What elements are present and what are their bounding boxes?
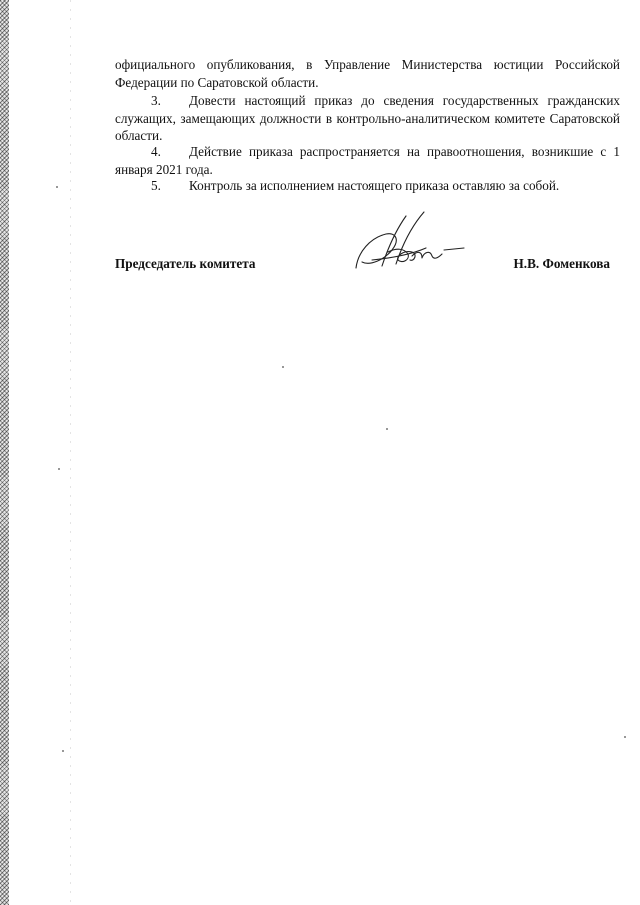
list-item-4 [115,143,620,178]
signatory-title: Председатель комитета [115,256,256,271]
list-item-text: Контроль за исполнением настоящего приказа оставляю за собой. [189,178,560,193]
paragraph-continuation [115,56,620,91]
scan-speck [624,736,626,738]
signatory-name: Н.В. Фоменкова [513,256,610,271]
scan-speck [386,428,388,430]
list-item-text: Довести настоящий приказ до сведения государственных гражданских служащих, замещающих должности в контрольно-аналитическом комитете Саратовской области. [115,93,620,143]
list-item-number: 3. [151,93,161,108]
list-item-3 [115,92,620,145]
list-item-number: 4. [151,144,161,159]
scan-speck [62,750,64,752]
paragraph-continuation-text: официального опубликования, в Управление Министерства юстиции Российской Федерации по Саратовской области. [115,57,620,90]
scan-speck [282,366,284,368]
list-item-number: 5. [151,178,161,193]
list-item-5 [115,177,620,195]
scan-edge-pattern [0,0,9,905]
scan-speck [58,468,60,470]
signature-row [115,256,620,280]
scan-speck [56,186,58,188]
list-item-text: Действие приказа распространяется на правоотношения, возникшие с 1 января 2021 года. [115,144,620,177]
scan-fold-line [70,0,71,905]
